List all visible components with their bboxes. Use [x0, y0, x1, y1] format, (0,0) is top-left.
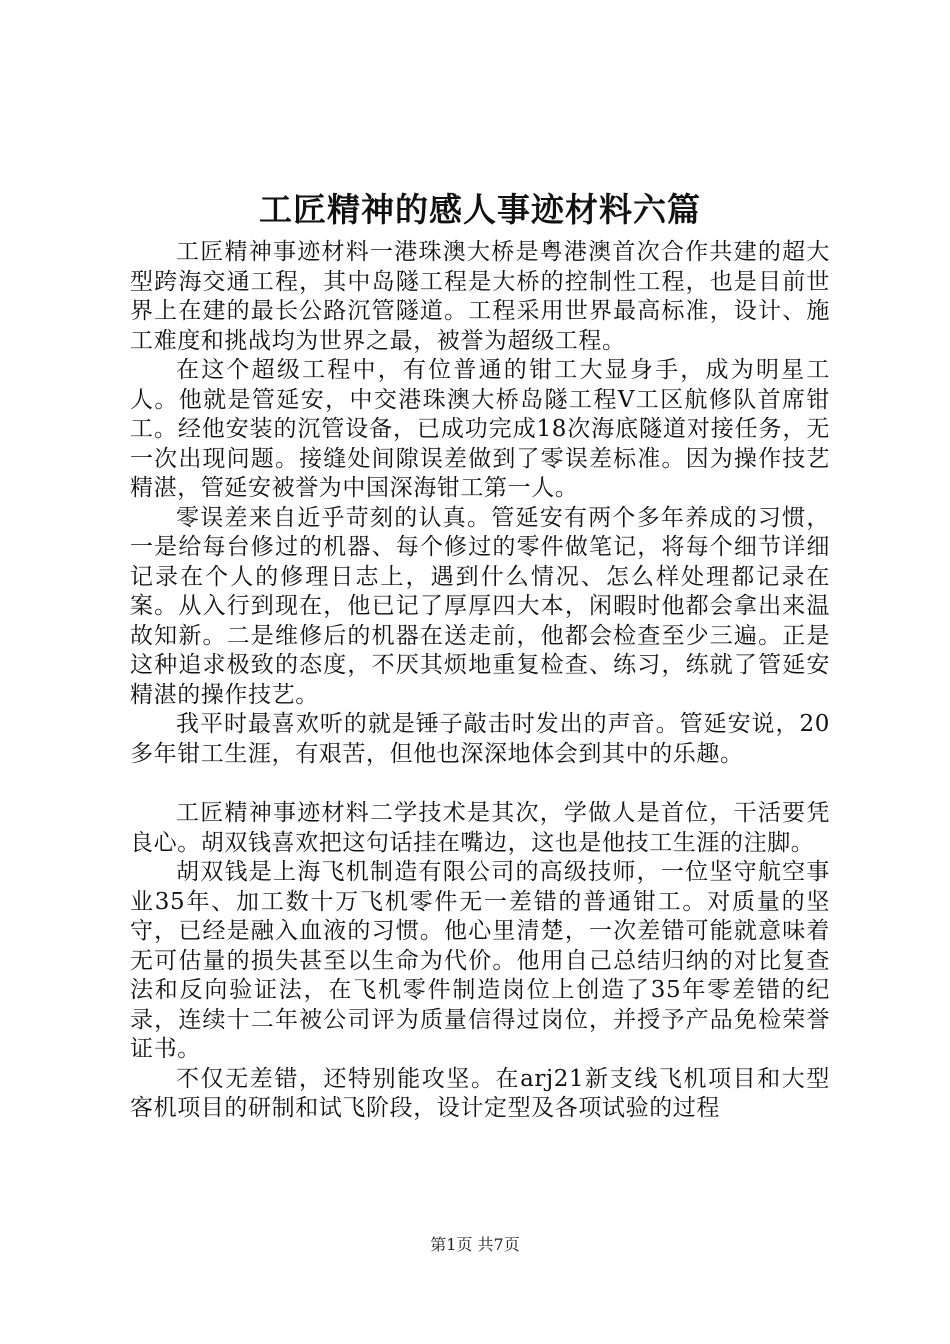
- document-body: [130, 238, 830, 1124]
- paragraph: 工匠精神事迹材料一港珠澳大桥是粤港澳首次合作共建的超大型跨海交通工程，其中岛隧工程是大桥的控制性工程，也是目前世界上在建的最长公路沉管隧道。工程采用世界最高标准，设计、施工难度和挑战均为世界之最，被誉为超级工程。: [130, 239, 830, 354]
- section-spacer: [130, 769, 830, 799]
- paragraph: 在这个超级工程中，有位普通的钳工大显身手，成为明星工人。他就是管延安，中交港珠澳大桥岛隧工程Ⅴ工区航修队首席钳工。经他安装的沉管设备，已成功完成18次海底隧道对接任务，无一次出现问题。接缝处间隙误差做到了零误差标准。因为操作技艺精湛，管延安被誉为中国深海钳工第一人。: [130, 357, 830, 501]
- paragraph: 不仅无差错，还特别能攻坚。在arj21新支线飞机项目和大型客机项目的研制和试飞阶段，设计定型及各项试验的过程: [130, 1065, 830, 1121]
- paragraph: 工匠精神事迹材料二学技术是其次，学做人是首位，干活要凭良心。胡双钱喜欢把这句话挂在嘴边，这也是他技工生涯的注脚。: [130, 800, 830, 856]
- document-title: 工匠精神的感人事迹材料六篇: [259, 190, 701, 229]
- paragraph: 零误差来自近乎苛刻的认真。管延安有两个多年养成的习惯，一是给每台修过的机器、每个修过的零件做笔记，将每个细节详细记录在个人的修理日志上，遇到什么情况、怎么样处理都记录在案。从入行到现在，他已记了厚厚四大本，闲暇时他都会拿出来温故知新。二是维修后的机器在送走前，他都会检查至少三遍。正是这种追求极致的态度，不厌其烦地重复检查、练习，练就了管延安精湛的操作技艺。: [130, 504, 830, 708]
- page-number-footer: 第1页 共7页: [430, 1235, 520, 1254]
- paragraph: 我平时最喜欢听的就是锤子敲击时发出的声音。管延安说，20多年钳工生涯，有艰苦，但他也深深地体会到其中的乐趣。: [130, 711, 830, 767]
- paragraph: 胡双钱是上海飞机制造有限公司的高级技师，一位坚守航空事业35年、加工数十万飞机零件无一差错的普通钳工。对质量的坚守，已经是融入血液的习惯。他心里清楚，一次差错可能就意味着无可估量的损失甚至以生命为代价。他用自己总结归纳的对比复查法和反向验证法，在飞机零件制造岗位上创造了35年零差错的纪录，连续十二年被公司评为质量信得过岗位，并授予产品免检荣誉证书。: [130, 859, 830, 1062]
